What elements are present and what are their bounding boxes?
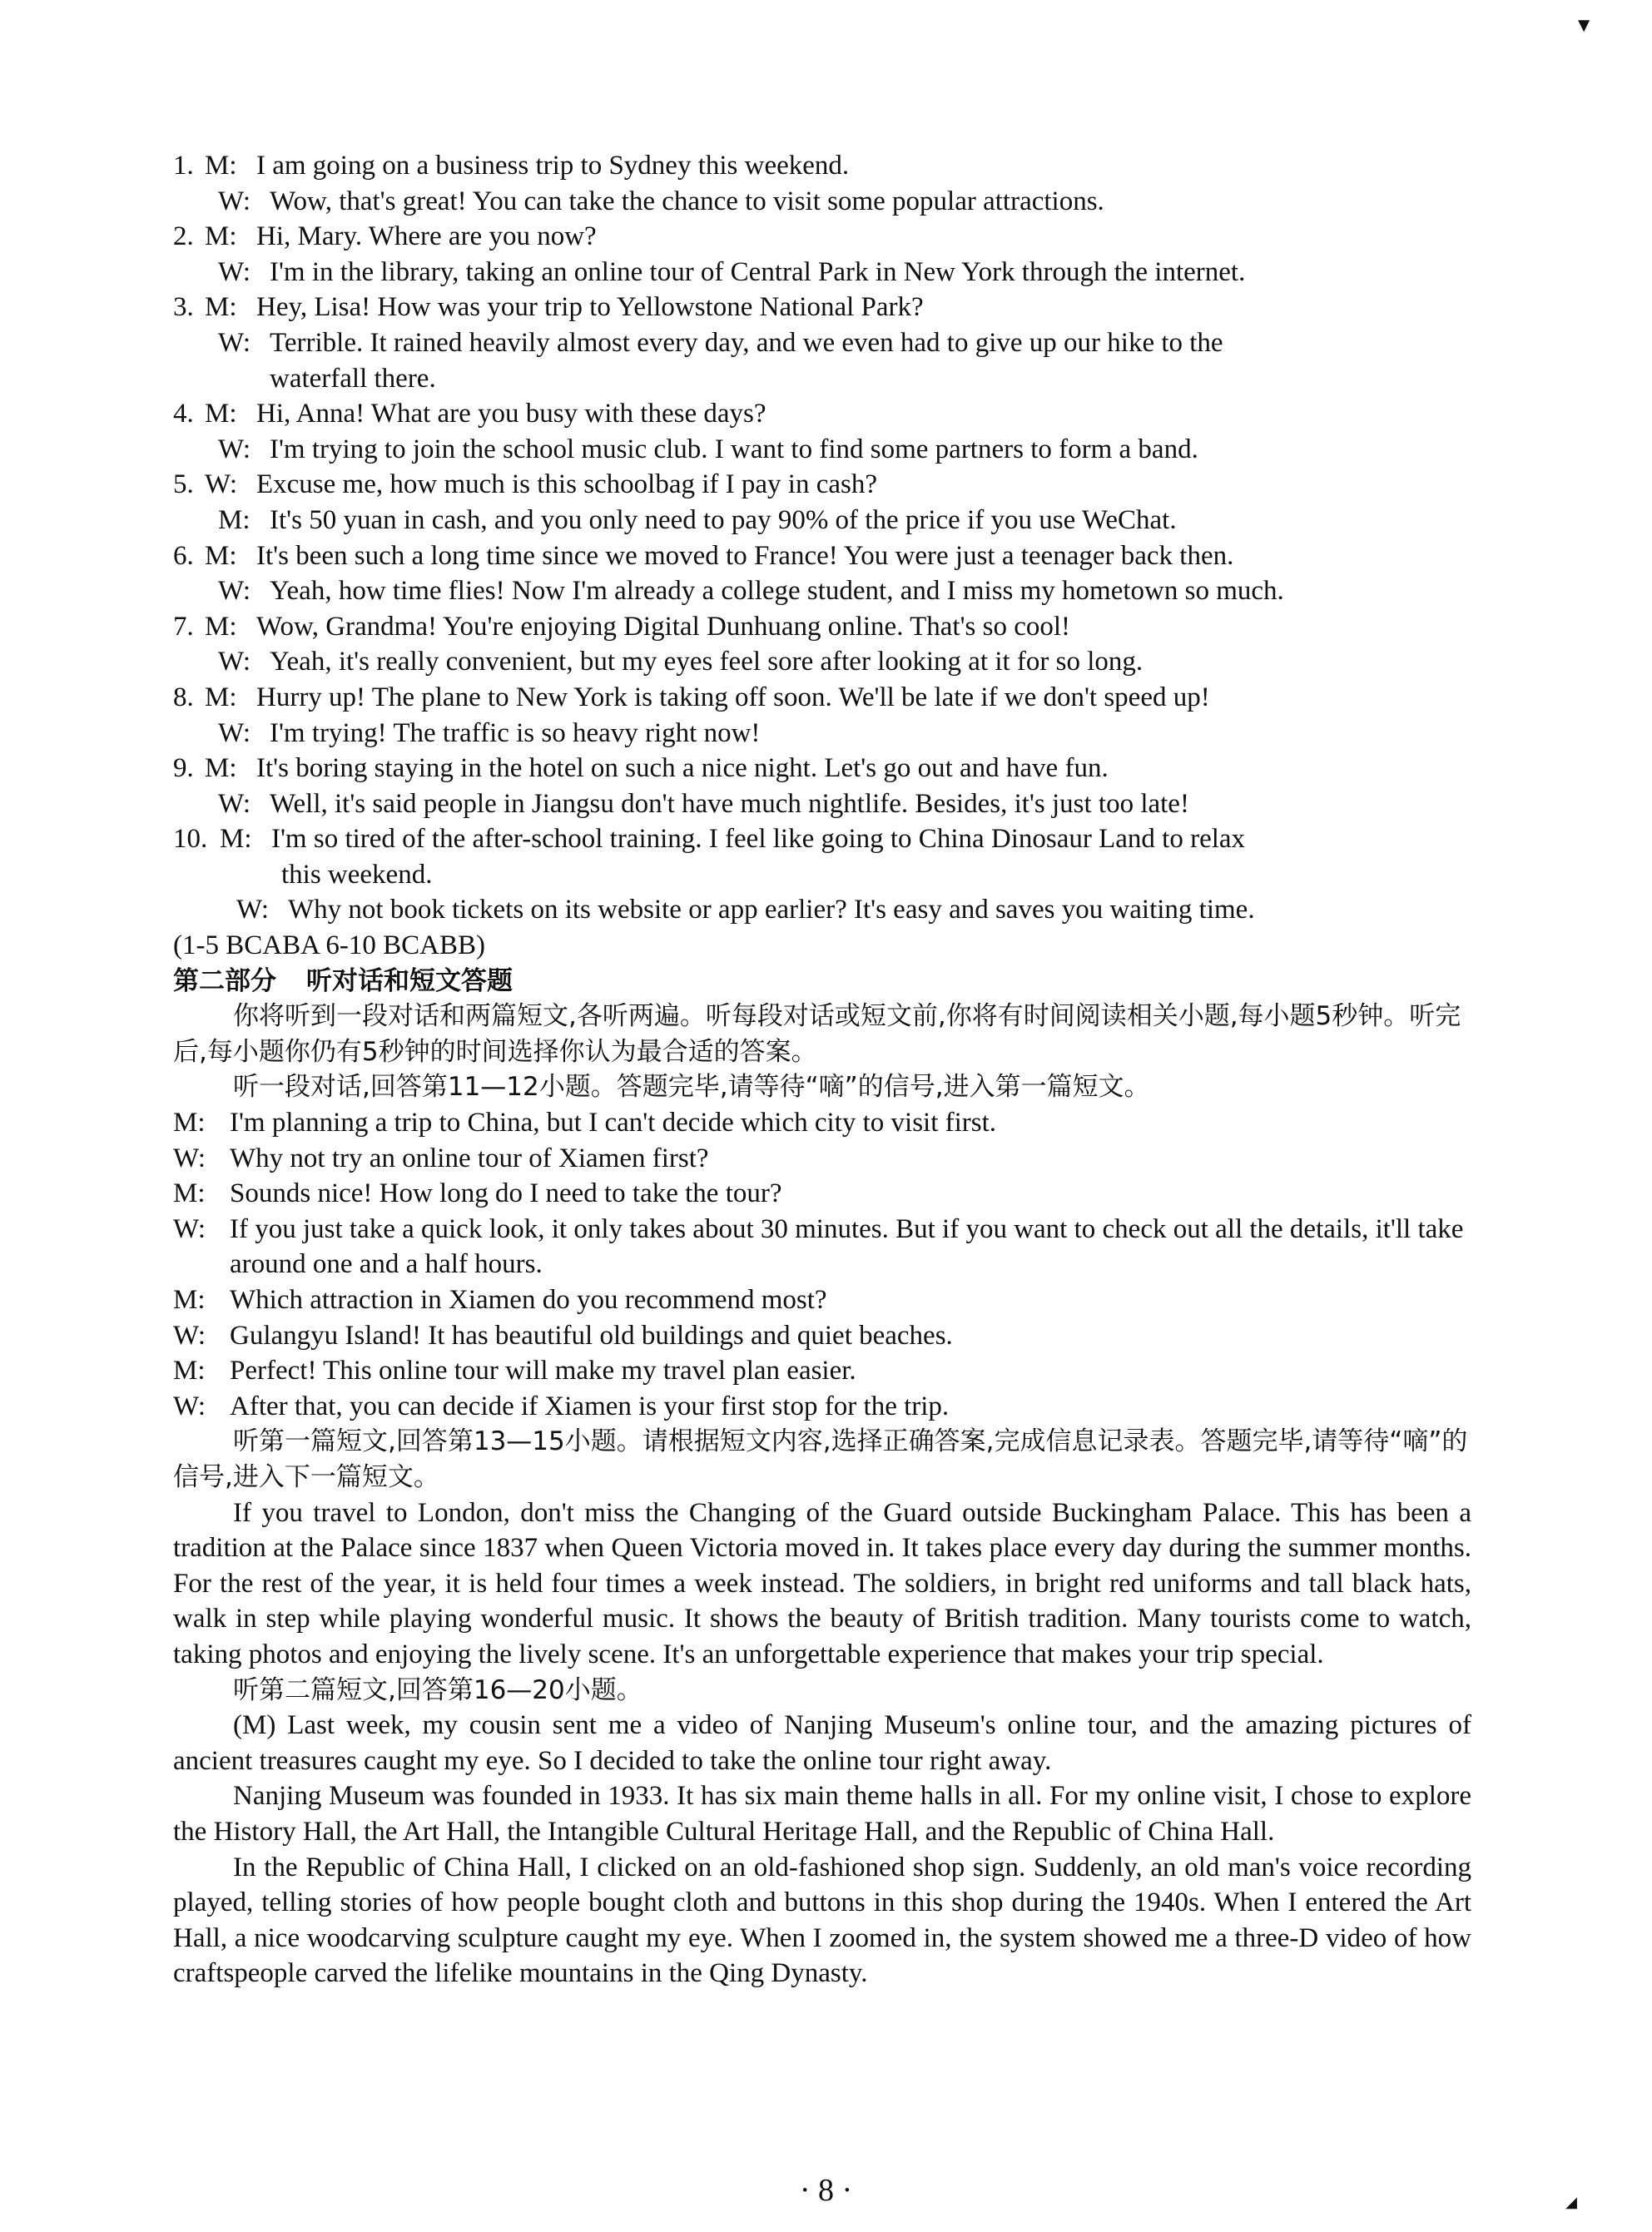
dialogue-line-continuation: waterfall there. bbox=[270, 363, 436, 394]
dialogue-line: Yeah, it's really convenient, but my eyes feel sore after looking at it for so long. bbox=[270, 647, 1144, 677]
dialogue-4 bbox=[173, 396, 1471, 467]
passage2-paragraph: In the Republic of China Hall, I clicked on an old-fashioned shop sign. Suddenly, an old man's voice recording played, telling stories of how people bought cloth and buttons in this shop during the 1940s. When I entered the Art Hall, a nice woodcarving sculpture caught my eye. When I zoomed in, the system showed me a three-D video of how craftspeople carved the lifelike mountains in the Qing Dynasty. bbox=[173, 1852, 1471, 1989]
conversation-line bbox=[173, 1318, 1471, 1354]
conversation bbox=[173, 1105, 1471, 1424]
speaker-label: W: bbox=[218, 186, 251, 216]
conversation-line bbox=[173, 1212, 1471, 1282]
speaker-label: W: bbox=[218, 788, 251, 819]
dialogue-line: Yeah, how time flies! Now I'm already a college student, and I miss my hometown so much. bbox=[270, 576, 1284, 607]
passage1-instruction: 听第一篇短文,回答第13—15小题。请根据短文内容,选择正确答案,完成信息记录表。答题完毕,请等待“嘀”的信号,进入下一篇短文。 bbox=[173, 1426, 1468, 1492]
speaker-label: W: bbox=[173, 1320, 206, 1351]
speaker-label: W: bbox=[236, 895, 270, 925]
dialogue-number: 9. bbox=[173, 753, 194, 784]
dialogue-number: 7. bbox=[173, 611, 194, 642]
section-heading: 听对话和短文答题 bbox=[306, 965, 513, 996]
conversation-line bbox=[173, 1176, 1471, 1212]
passage2-instruction: 听第二篇短文,回答第16—20小题。 bbox=[233, 1674, 642, 1705]
dialogue-number: 5. bbox=[173, 469, 194, 500]
speaker-label: W: bbox=[218, 434, 251, 464]
dialogue-line: I'm trying! The traffic is so heavy right now! bbox=[270, 717, 761, 748]
dialogue-number: 2. bbox=[173, 221, 194, 252]
speaker-label: M: bbox=[173, 1285, 206, 1315]
dialogue-line: Hey, Lisa! How was your trip to Yellowstone National Park? bbox=[256, 292, 924, 323]
speaker-label: M: bbox=[205, 682, 237, 712]
passage1-text: If you travel to London, don't miss the Changing of the Guard outside Buckingham Palace. This has been a tradition at the Palace since 1837 when Queen Victoria moved in. It takes place every day during the summer months. For the rest of the year, it is held four times a week instead. The soldiers, in bright red uniforms and tall black hats, walk in step while playing wonderful music. It shows the beauty of British tradition. Many tourists come to watch, taking photos and enjoying the lively scene. It's an unforgettable experience that makes your trip special. bbox=[173, 1497, 1471, 1669]
speaker-label: W: bbox=[173, 1213, 206, 1244]
speaker-label: M: bbox=[173, 1108, 206, 1138]
speaker-label: M: bbox=[205, 292, 237, 323]
speaker-label: W: bbox=[218, 256, 251, 287]
speaker-label: W: bbox=[218, 576, 251, 607]
speaker-label: M: bbox=[218, 504, 251, 535]
speaker-label: M: bbox=[205, 151, 237, 181]
speaker-label: M: bbox=[205, 540, 237, 571]
dialogue-number: 4. bbox=[173, 399, 194, 429]
conversation-line bbox=[173, 1105, 1471, 1141]
conversation-line bbox=[173, 1282, 1471, 1318]
speaker-label: M: bbox=[205, 221, 237, 252]
dialogue-number: 3. bbox=[173, 292, 194, 323]
section-title bbox=[173, 964, 1471, 999]
conversation-text: Why not try an online tour of Xiamen first? bbox=[230, 1143, 709, 1173]
conversation-text: Perfect! This online tour will make my travel plan easier. bbox=[230, 1356, 856, 1386]
dialogue-line: I'm trying to join the school music club. I want to find some partners to form a band. bbox=[270, 434, 1198, 464]
dialogue-1 bbox=[173, 148, 1471, 219]
conversation-text: If you just take a quick look, it only takes about 30 minutes. But if you want to check out all the details, it'll take around one and a half hours. bbox=[230, 1213, 1464, 1280]
dialogue-number: 10. bbox=[173, 824, 208, 855]
speaker-label: M: bbox=[205, 611, 237, 642]
section-label: 第二部分 bbox=[173, 965, 276, 996]
dialogue-line: Hi, Mary. Where are you now? bbox=[256, 221, 597, 252]
dialogue-9 bbox=[173, 751, 1471, 821]
dialogue-line: I am going on a business trip to Sydney this weekend. bbox=[256, 151, 850, 181]
dialogue-5 bbox=[173, 467, 1471, 538]
dialogue-8 bbox=[173, 680, 1471, 751]
dialogue-line: Well, it's said people in Jiangsu don't have much nightlife. Besides, it's just too late! bbox=[270, 788, 1189, 819]
answer-key: (1-5 BCABA 6-10 BCABB) bbox=[173, 930, 485, 961]
speaker-label: M: bbox=[205, 753, 237, 784]
dialogue-line: I'm so tired of the after-school training. I feel like going to China Dinosaur Land to relax bbox=[271, 824, 1246, 855]
dialogue-line: Hi, Anna! What are you busy with these days? bbox=[256, 399, 766, 429]
dialogue-line-continuation: this weekend. bbox=[281, 859, 433, 890]
dialogue-3 bbox=[173, 290, 1471, 396]
conversation-text: Sounds nice! How long do I need to take the tour? bbox=[230, 1178, 782, 1209]
dialogue-list bbox=[173, 148, 1471, 821]
dialogue-number: 8. bbox=[173, 682, 194, 712]
dialogue-line: Terrible. It rained heavily almost every day, and we even had to give up our hike to the bbox=[270, 327, 1223, 358]
speaker-label: M: bbox=[173, 1178, 206, 1209]
dialogue-line: I'm in the library, taking an online tour of Central Park in New York through the internet. bbox=[270, 256, 1246, 287]
dialogue-line: It's 50 yuan in cash, and you only need to pay 90% of the price if you use WeChat. bbox=[270, 504, 1177, 535]
speaker-label: W: bbox=[205, 469, 238, 500]
dialogue-line: Hurry up! The plane to New York is taking off soon. We'll be late if we don't speed up! bbox=[256, 682, 1210, 712]
dialogue-number: 1. bbox=[173, 151, 194, 181]
conversation-text: Which attraction in Xiamen do you recommend most? bbox=[230, 1285, 827, 1315]
dialogue-number: 6. bbox=[173, 540, 194, 571]
passage2-paragraph: Nanjing Museum was founded in 1933. It has six main theme halls in all. For my online visit, I chose to explore the History Hall, the Art Hall, the Intangible Cultural Heritage Hall, and the Republic of China Hall. bbox=[173, 1781, 1471, 1847]
dialogue-line: It's been such a long time since we moved to France! You were just a teenager back then. bbox=[256, 540, 1234, 571]
speaker-label: W: bbox=[173, 1391, 206, 1421]
passage2-paragraph: (M) Last week, my cousin sent me a video of Nanjing Museum's online tour, and the amazing pictures of ancient treasures caught my eye. So I decided to take the online tour right away. bbox=[173, 1710, 1471, 1776]
corner-mark-icon: ▼ bbox=[1574, 15, 1594, 37]
speaker-label: M: bbox=[220, 824, 252, 855]
dialogue-10 bbox=[173, 821, 1471, 928]
dialogue-line: It's boring staying in the hotel on such a nice night. Let's go out and have fun. bbox=[256, 753, 1109, 784]
conversation-line bbox=[173, 1353, 1471, 1389]
speaker-label: W: bbox=[173, 1143, 206, 1173]
dialogue-7 bbox=[173, 609, 1471, 680]
dialogue-6 bbox=[173, 538, 1471, 609]
speaker-label: W: bbox=[218, 647, 251, 677]
dialogue-line: Wow, Grandma! You're enjoying Digital Dunhuang online. That's so cool! bbox=[256, 611, 1071, 642]
dialogue-line: Excuse me, how much is this schoolbag if I pay in cash? bbox=[256, 469, 877, 500]
dialogue-line: Why not book tickets on its website or app earlier? It's easy and saves you waiting time. bbox=[288, 895, 1255, 925]
speaker-label: M: bbox=[173, 1356, 206, 1386]
transcript-content bbox=[173, 148, 1471, 1991]
corner-mark-icon: ◢ bbox=[1565, 2194, 1577, 2210]
conversation-text: Gulangyu Island! It has beautiful old buildings and quiet beaches. bbox=[230, 1320, 953, 1351]
conversation-text: After that, you can decide if Xiamen is your first stop for the trip. bbox=[230, 1391, 950, 1421]
conversation-text: I'm planning a trip to China, but I can't decide which city to visit first. bbox=[230, 1108, 997, 1138]
conversation-line bbox=[173, 1141, 1471, 1177]
page-number: · 8 · bbox=[799, 2173, 853, 2208]
speaker-label: W: bbox=[218, 327, 251, 358]
dialogue-line: Wow, that's great! You can take the chance to visit some popular attractions. bbox=[270, 186, 1104, 216]
conversation-instruction: 听一段对话,回答第11—12小题。答题完毕,请等待“嘀”的信号,进入第一篇短文。 bbox=[233, 1072, 1150, 1103]
dialogue-2 bbox=[173, 219, 1471, 290]
speaker-label: M: bbox=[205, 399, 237, 429]
conversation-line bbox=[173, 1389, 1471, 1425]
section-intro: 你将听到一段对话和两篇短文,各听两遍。听每段对话或短文前,你将有时间阅读相关小题,每小题5秒钟。听完后,每小题你仍有5秒钟的时间选择你认为最合适的答案。 bbox=[173, 1001, 1461, 1067]
speaker-label: W: bbox=[218, 717, 251, 748]
